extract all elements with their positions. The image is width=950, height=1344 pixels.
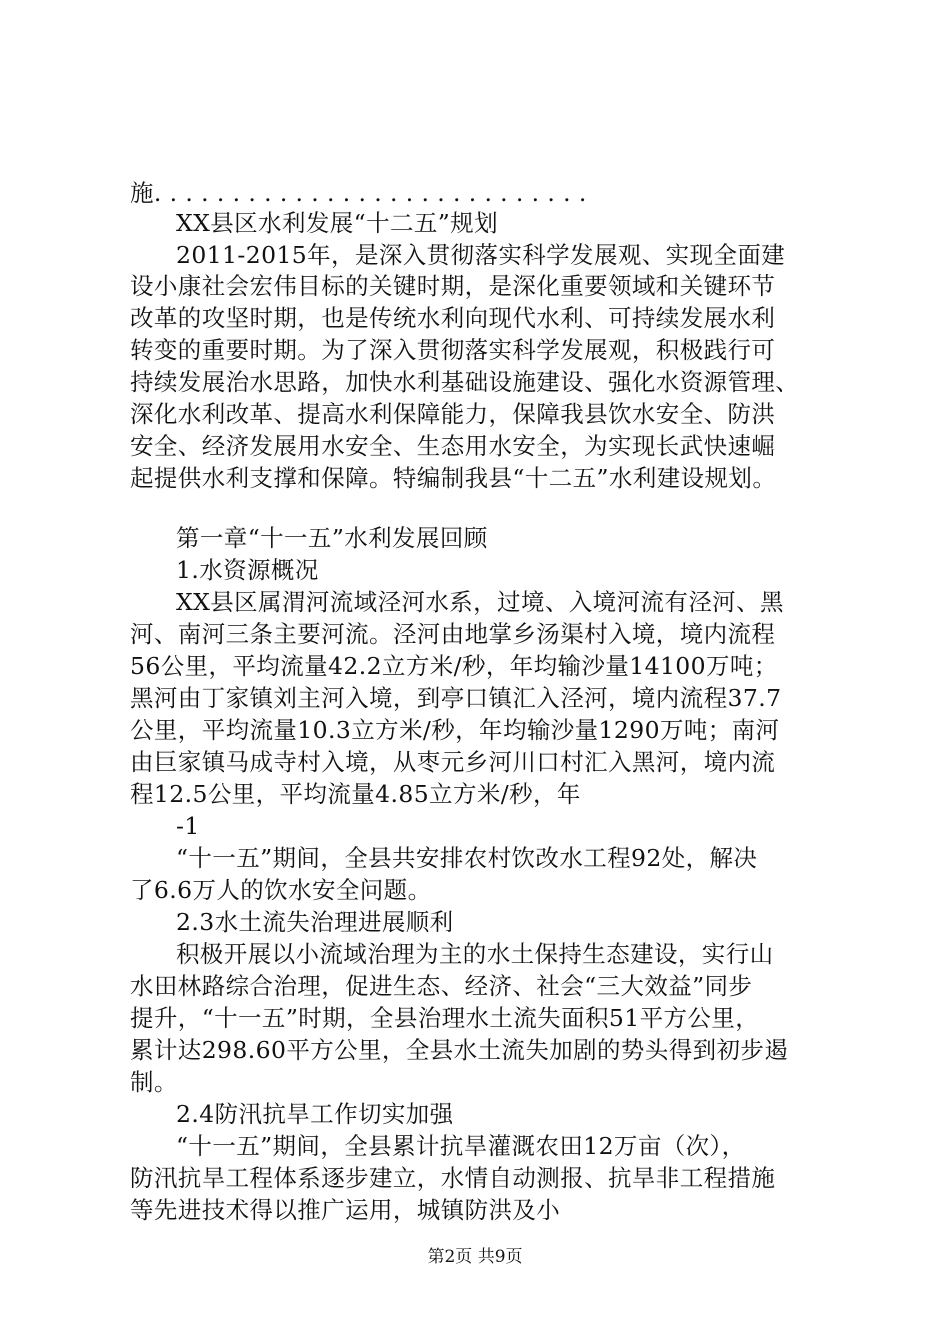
text-line: 由巨家镇马成寺村入境，从枣元乡河川口村汇入黑河，境内流 [130, 748, 776, 776]
text-line: 提升，“十一五”时期，全县治理水土流失面积51平方公里， [130, 1004, 760, 1032]
section-title: 2.3水土流失治理进展顺利 [176, 908, 454, 936]
text-line: 制。 [130, 1068, 178, 1096]
text-line: 转变的重要时期。为了深入贯彻落实科学发展观，积极践行可 [130, 336, 776, 364]
text-line: “十一五”期间，全县累计抗旱灌溉农田12万亩（次）， [176, 1132, 746, 1160]
text-line: 防汛抗旱工程体系逐步建立，水情自动测报、抗旱非工程措施 [130, 1164, 776, 1192]
text-line: 黑河由丁家镇刘主河入境，到亭口镇汇入泾河，境内流程37.7 [130, 684, 782, 712]
text-line: 施. . . . . . . . . . . . . . . . . . . . . . . . . . . . [130, 179, 587, 207]
text-line: 持续发展治水思路，加快水利基础设施建设、强化水资源管理、 [130, 368, 800, 396]
section-title: 1.水资源概况 [176, 556, 319, 584]
section-title: XX县区水利发展“十二五”规划 [176, 209, 498, 237]
page-footer: 第2页 共9页 [427, 1247, 523, 1267]
text-line: 2011-2015年，是深入贯彻落实科学发展观、实现全面建 [176, 241, 786, 269]
text-line: 设小康社会宏伟目标的关键时期，是深化重要领域和关键环节 [130, 272, 776, 300]
text-line: 了6.6万人的饮水安全问题。 [130, 876, 432, 904]
chapter-title: 第一章“十一五”水利发展回顾 [176, 524, 488, 552]
text-line: 改革的攻坚时期，也是传统水利向现代水利、可持续发展水利 [130, 304, 776, 332]
text-line: 程12.5公里，平均流量4.85立方米/秒，年 [130, 780, 581, 808]
section-title: 2.4防汛抗旱工作切实加强 [176, 1100, 454, 1128]
text-line: 等先进技术得以推广运用，城镇防洪及小 [130, 1196, 561, 1224]
text-line: 累计达298.60平方公里，全县水土流失加剧的势头得到初步遏 [130, 1036, 789, 1064]
text-line: 56公里，平均流量42.2立方米/秒，年均输沙量14100万吨； [130, 652, 778, 680]
text-line: “十一五”期间，全县共安排农村饮改水工程92处，解决 [176, 844, 758, 872]
text-line: 水田林路综合治理，促进生态、经济、社会“三大效益”同步 [130, 972, 753, 1000]
text-line: 安全、经济发展用水安全、生态用水安全，为实现长武快速崛 [130, 432, 776, 460]
text-line: 积极开展以小流域治理为主的水土保持生态建设，实行山 [176, 940, 774, 968]
text-line: 河、南河三条主要河流。泾河由地掌乡汤渠村入境，境内流程 [130, 620, 776, 648]
page-marker: -1 [176, 812, 200, 840]
text-line: XX县区属渭河流域泾河水系，过境、入境河流有泾河、黑 [176, 588, 784, 616]
text-line: 公里，平均流量10.3立方米/秒，年均输沙量1290万吨；南河 [130, 716, 780, 744]
text-line: 起提供水利支撑和保障。特编制我县“十二五”水利建设规划。 [130, 464, 777, 492]
text-line: 深化水利改革、提高水利保障能力，保障我县饮水安全、防洪 [130, 400, 776, 428]
